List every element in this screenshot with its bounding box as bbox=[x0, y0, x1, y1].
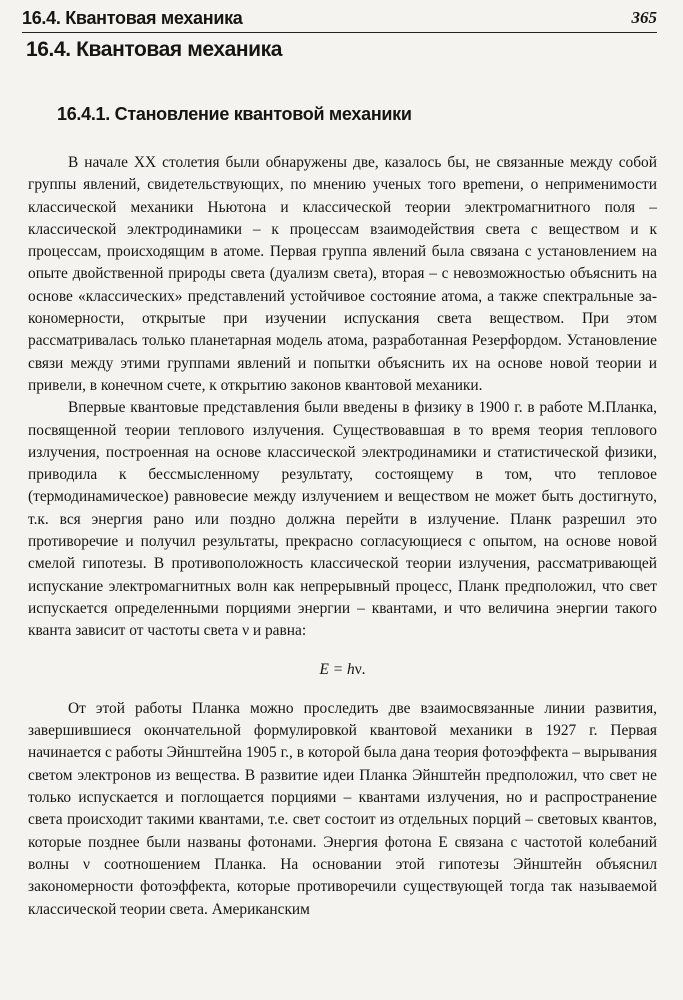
paragraph-1: В начале XX столетия были обнаружены две, казалось бы, не связанные между собой группы явлений, свидетельствующих, по мнению ученых того вреmени, о неприменимости классической механики Ньютона и классической теории электромагнитного поля – классической электродинамики – к процессам взаимодействия света с веществом и к процессам, происходящим в атоме. Первая группа явлений была связана с установлением на опыте двойственной природы света (дуализм света), вторая – с невозможностью объяснить на основе «классических» представлений устойчивое состояние атома, а также спектральные закономерности, открытые при изучении испускания света веществом. При этом рассматривалась только планетарная модель атома, разработанная Резерфордом. Установление связи между этими группами явлений и попытки объяснить их на основе новой теории и привели, в конечном счете, к открытию законов квантовой механики. bbox=[28, 154, 657, 394]
formula-planck-constant: h bbox=[346, 660, 355, 678]
section-title: 16.4. Квантовая механика bbox=[26, 38, 283, 61]
subsection-title: 16.4.1. Становление квантовой механики bbox=[57, 104, 412, 124]
running-head bbox=[22, 4, 657, 33]
formula-lhs: E = bbox=[319, 660, 347, 678]
body-text bbox=[28, 152, 657, 921]
planck-formula bbox=[28, 659, 657, 681]
paragraph-2: Впервые квантовые представления были введены в физику в 1900 г. в работе М.Планка, посвященной теории теплового излучения. Существовавшая в то время теория теплового излучения, построенная на основе классической электродинамики и статистической физики, приводила к бессмысленному результату, состоящему в том, что тепловое (термодинамическое) равновесие между излучением и веществом не может быть достигнуто, т.к. вся энергия рано или поздно должна перейти в излучение. Планк разрешил это противоречие и получил результаты, прекрасно согласующиеся с опытом, на основе новой смелой гипотезы. В противоположность классической теории излучения, рассматривающей испускание электромагнитных волн как непрерывный процесс, Планк предположил, что свет испускается определенными порциями энергии – квантами, и что величина энергии такого кванта зависит от частоты света ν и равна: bbox=[28, 399, 657, 640]
page-number: 365 bbox=[631, 8, 657, 27]
formula-frequency: ν. bbox=[354, 660, 366, 678]
paragraph-3: От этой работы Планка можно проследить две взаимосвязанные линии развития, завершившиеся окончательной формулировкой квантовой механики в 1927 г. Первая начинается с работы Эйнштейна 1905 г., в которой была дана теория фотоэффекта – вырывания светом электронов из вещества. В развитие идеи Планка Эйнштейн предположил, что свет не только испускается и поглощается порциями – квантами излучения, но и распространение света происходит такими квантами, т.е. свет состоит из отдельных порций – световых квантов, которые позднее были названы фотонами. Энергия фотона E связана с частотой колебаний волны ν соотношением Планка. На основании этой гипотезы Эйнштейн объяснил закономерности фотоэффекта, которые противоречили существующей тогда так называемой классической теории света. Американским bbox=[28, 699, 657, 918]
running-head-title: 16.4. Квантовая механика bbox=[22, 8, 243, 28]
